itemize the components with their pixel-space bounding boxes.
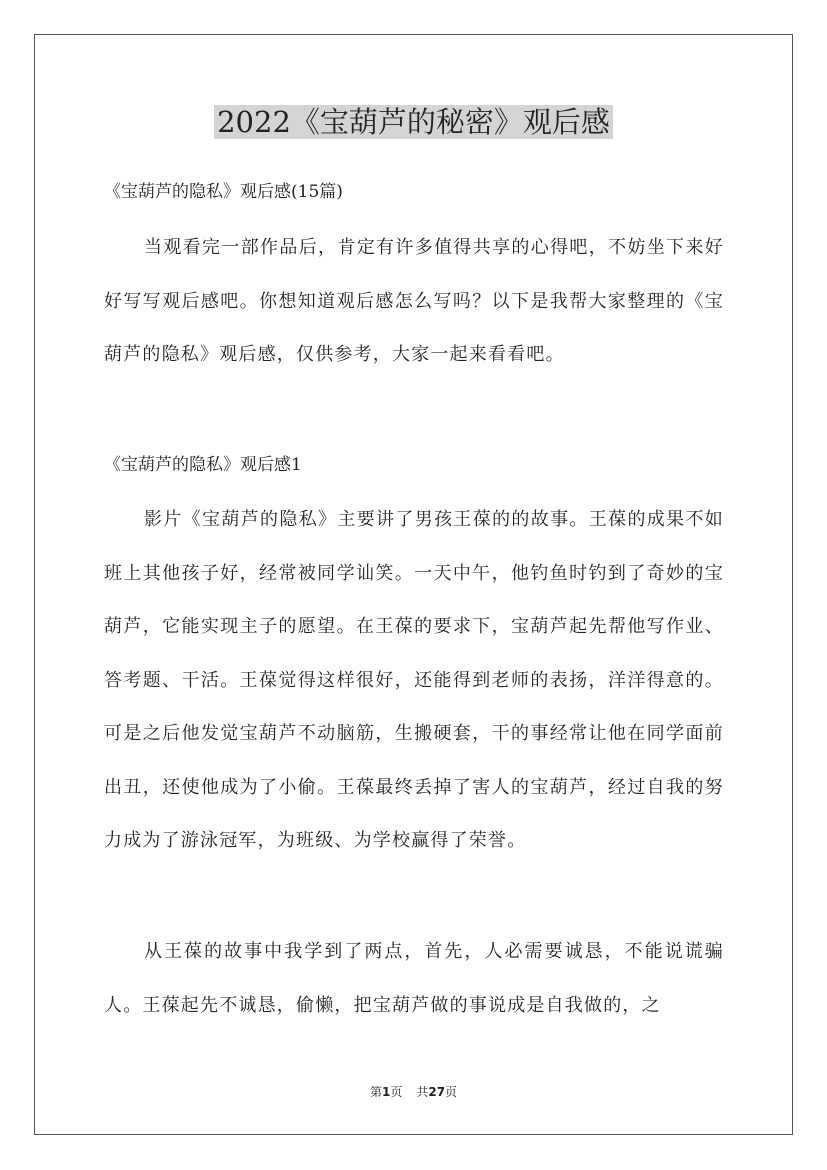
page-number-prefix: 第 — [369, 1085, 382, 1099]
total-pages-prefix: 共 — [416, 1085, 429, 1099]
body-paragraph-1: 影片《宝葫芦的隐私》主要讲了男孩王葆的的故事。王葆的成果不如班上其他孩子好，经常被同学讪笑。一天中午，他钓鱼时钓到了奇妙的宝葫芦，它能实现主子的愿望。在王葆的要求下，宝葫芦起先帮他写作业、答考题、干活。王葆觉得这样很好，还能得到老师的表扬，洋洋得意的。可是之后他发觉宝葫芦不动脑筋，生搬硬套，干的事经常让他在同学面前出丑，还使他成为了小偷。王葆最终丢掉了害人的宝葫芦，经过自我的努力成为了游泳冠军，为班级、为学校赢得了荣誉。 — [104, 509, 724, 851]
page-number-suffix: 页 — [390, 1085, 403, 1099]
intro-paragraph: 当观看完一部作品后，肯定有许多值得共享的心得吧，不妨坐下来好好写写观后感吧。你想知道观后感怎么写吗？以下是我帮大家整理的《宝葫芦的隐私》观后感，仅供参考，大家一起来看看吧。 — [104, 237, 724, 365]
current-page-number: 1 — [381, 1085, 391, 1099]
body-paragraph-2: 从王葆的故事中我学到了两点，首先，人必需要诚恳，不能说谎骗人。王葆起先不诚恳，偷懒，把宝葫芦做的事说成是自我做的，之 — [104, 941, 724, 1016]
total-pages-number: 27 — [428, 1085, 446, 1099]
document-title — [0, 100, 827, 144]
document-title-text: 2022《宝葫芦的秘密》观后感 — [214, 105, 613, 139]
total-pages-suffix: 页 — [445, 1085, 458, 1099]
page-footer — [0, 1084, 827, 1100]
section-heading: 《宝葫芦的隐私》观后感1 — [104, 455, 302, 475]
document-subtitle: 《宝葫芦的隐私》观后感(15篇) — [104, 182, 343, 202]
